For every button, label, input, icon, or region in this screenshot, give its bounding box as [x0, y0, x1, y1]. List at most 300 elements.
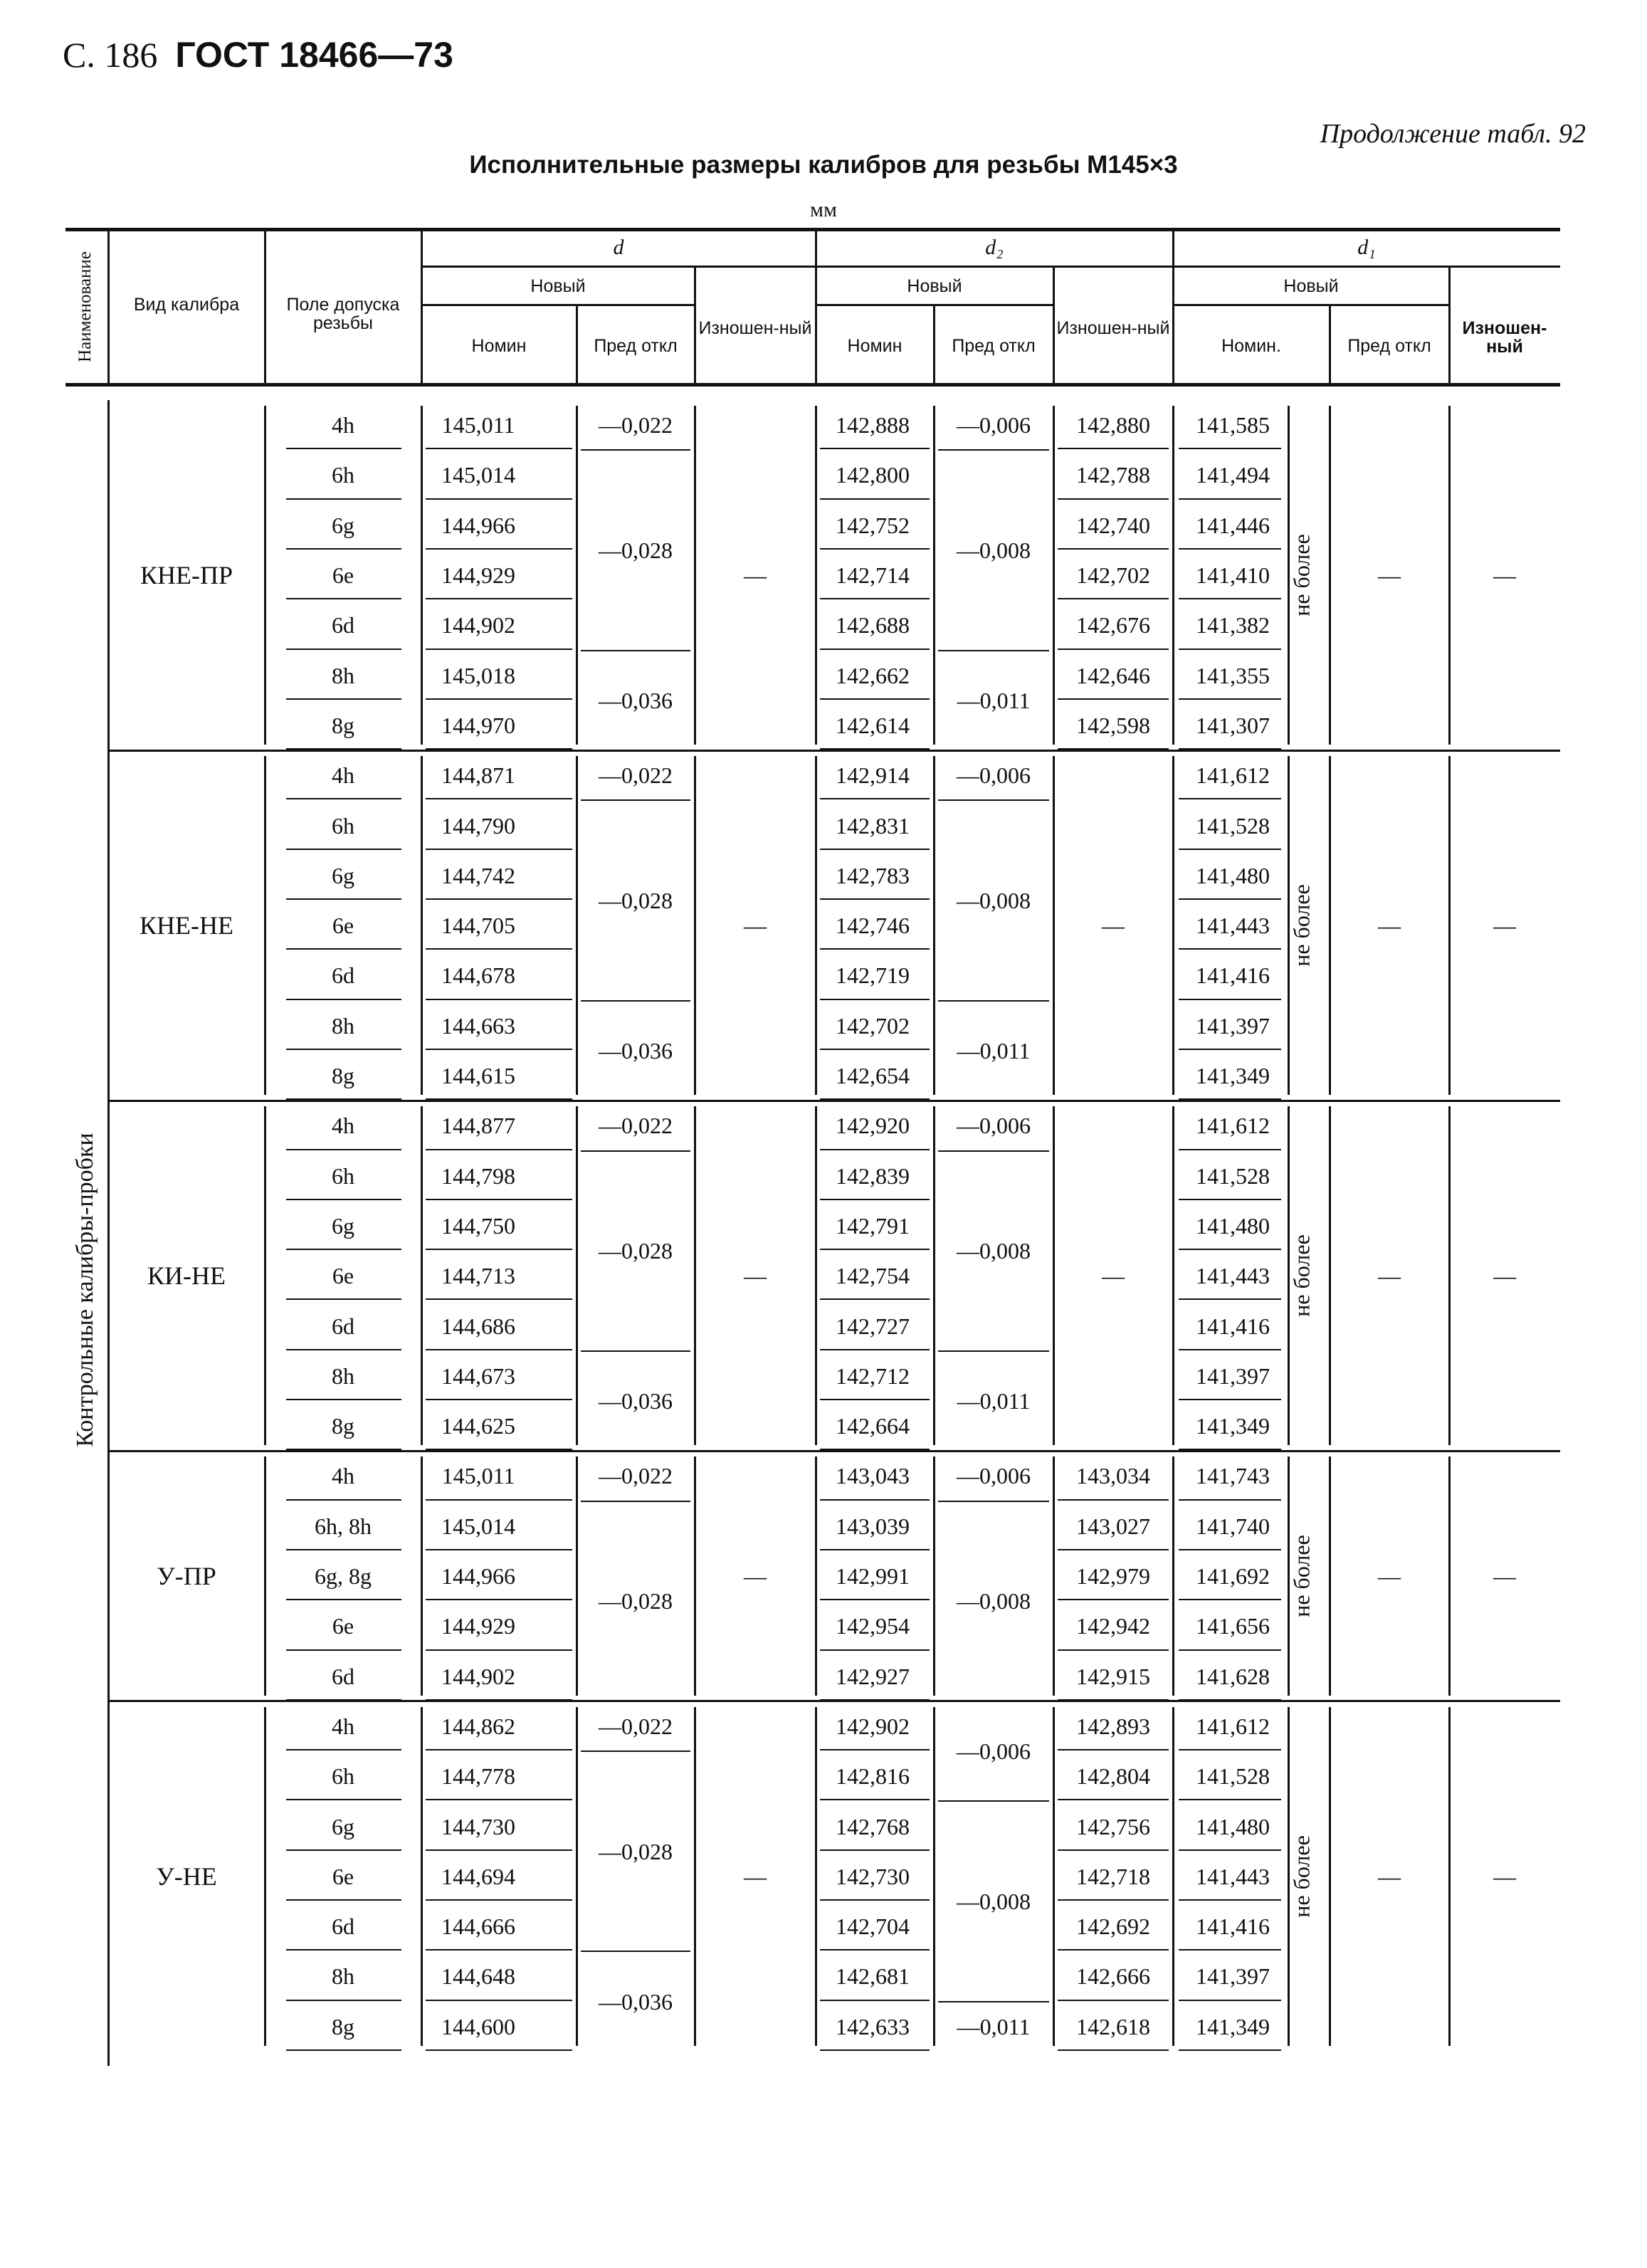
value-underline [820, 1249, 930, 1250]
worn-header: Изношен-ный [1056, 318, 1170, 338]
value-underline [286, 698, 401, 700]
header-column-line [1329, 305, 1331, 384]
cell-rule [938, 799, 1049, 801]
value-underline [286, 1949, 401, 1951]
value-underline [286, 598, 401, 599]
d-deviation-value: —0,036 [599, 1388, 673, 1414]
value-underline [1058, 1949, 1169, 1951]
column-line [933, 1456, 935, 1696]
tolerance-field: 8h [332, 662, 354, 688]
d2-deviation-value: —0,008 [957, 888, 1031, 913]
value-underline [286, 498, 401, 500]
d-nominal-value: 145,014 [441, 462, 515, 488]
value-underline [286, 649, 401, 650]
value-underline [1179, 898, 1281, 900]
column-line [264, 1707, 266, 2046]
tolerance-field: 6g [332, 1813, 354, 1839]
value-underline [820, 2000, 930, 2001]
d2-deviation-value: —0,006 [957, 1738, 1031, 1765]
d1-nominal-value: 141,656 [1196, 1613, 1270, 1639]
d1-nominal-value: 141,382 [1196, 612, 1270, 639]
value-underline [1179, 2049, 1281, 2051]
column-line [1329, 1456, 1331, 1696]
d-nominal-value: 144,730 [441, 1813, 515, 1839]
value-underline [286, 1649, 401, 1651]
header-column-line [1053, 266, 1055, 384]
value-underline [286, 548, 401, 550]
value-underline [820, 698, 930, 700]
d-nominal-value: 145,011 [441, 412, 515, 439]
value-underline [1179, 1899, 1281, 1901]
d2-worn-value: 142,756 [1076, 1813, 1150, 1839]
value-underline [426, 649, 572, 650]
value-underline [820, 1899, 930, 1901]
tolerance-field: 6h [332, 1162, 354, 1189]
value-underline [426, 798, 572, 799]
value-underline [1058, 548, 1169, 550]
cell-rule [581, 1150, 690, 1152]
tolerance-field: 4h [332, 412, 354, 439]
tolerance-field: 6h, 8h [315, 1513, 372, 1539]
value-underline [820, 1049, 930, 1050]
value-underline [1179, 1249, 1281, 1250]
value-underline [820, 1499, 930, 1501]
value-underline [426, 1049, 572, 1050]
value-underline [1179, 1499, 1281, 1501]
d1-nominal-value: 141,307 [1196, 712, 1270, 738]
d2-nominal-value: 142,752 [836, 512, 910, 538]
tolerance-field: 4h [332, 1113, 354, 1139]
d-nominal-value: 144,929 [441, 1613, 515, 1639]
value-underline [1179, 1849, 1281, 1851]
value-underline [1058, 498, 1169, 500]
nominal-header: Номин [847, 336, 903, 356]
d2-nominal-value: 142,991 [836, 1563, 910, 1590]
value-underline [1179, 748, 1281, 750]
d1-nominal-value: 141,349 [1196, 1063, 1270, 1089]
d2-worn-dash: — [1102, 1263, 1125, 1289]
d-deviation-value: —0,028 [599, 888, 673, 913]
d2-nominal-value: 142,662 [836, 662, 910, 688]
d-nominal-value: 144,666 [441, 1913, 515, 1940]
d2-nominal-value: 142,688 [836, 612, 910, 639]
value-underline [1058, 1649, 1169, 1651]
cell-rule [581, 1750, 690, 1752]
column-line [576, 1106, 578, 1445]
d2-nominal-value: 142,768 [836, 1813, 910, 1839]
column-line [1329, 756, 1331, 1095]
column-line [421, 1707, 423, 2046]
value-underline [1179, 1449, 1281, 1450]
value-underline [1058, 1549, 1169, 1550]
d-deviation-value: —0,022 [599, 762, 673, 789]
d2-nominal-value: 142,902 [836, 1713, 910, 1739]
column-line [1053, 756, 1055, 1095]
deviation-header: Пред откл [952, 336, 1036, 356]
d2-worn-value: 142,942 [1076, 1613, 1150, 1639]
d1-nominal-value: 141,740 [1196, 1513, 1270, 1539]
column-line [1172, 406, 1174, 745]
d-worn-dash: — [744, 562, 767, 589]
d2-deviation-value: —0,008 [957, 1238, 1031, 1264]
d-nominal-value: 144,862 [441, 1713, 515, 1739]
column-line [815, 1106, 817, 1445]
table-top-rule [65, 228, 1560, 231]
column-line [264, 756, 266, 1095]
d-nominal-value: 145,018 [441, 662, 515, 688]
d-nominal-value: 145,014 [441, 1513, 515, 1539]
d1-deviation-dash: — [1378, 913, 1401, 939]
d1-nominal-value: 141,528 [1196, 1763, 1270, 1790]
column-line [694, 406, 696, 745]
d-nominal-value: 144,970 [441, 712, 515, 738]
d-nominal-value: 144,966 [441, 512, 515, 538]
d2-nominal-value: 142,702 [836, 1012, 910, 1039]
d1-nominal-value: 141,528 [1196, 1162, 1270, 1189]
value-underline [286, 1449, 401, 1450]
column-line [815, 1707, 817, 2046]
not-more-note: не более [1288, 534, 1315, 616]
d2-worn-dash: — [1102, 913, 1125, 939]
d-nominal-value: 144,877 [441, 1113, 515, 1139]
value-underline [820, 948, 930, 950]
value-underline [1179, 1349, 1281, 1350]
value-underline [426, 1949, 572, 1951]
value-underline [426, 898, 572, 900]
gauge-type-label: У-НЕ [156, 1862, 217, 1891]
value-underline [426, 1549, 572, 1550]
column-line [694, 1456, 696, 1696]
value-underline [426, 748, 572, 750]
value-underline [286, 1049, 401, 1050]
d2-nominal-value: 142,633 [836, 2013, 910, 2039]
value-underline [286, 1149, 401, 1150]
column-line [1448, 1707, 1451, 2046]
value-underline [426, 1799, 572, 1800]
column-line [576, 756, 578, 1095]
column-line [933, 406, 935, 745]
cell-rule [938, 1150, 1049, 1152]
value-underline [820, 498, 930, 500]
value-underline [286, 948, 401, 950]
cell-rule [938, 1501, 1049, 1502]
value-underline [1179, 448, 1281, 449]
d2-deviation-value: —0,011 [957, 2013, 1031, 2039]
column-line [694, 1106, 696, 1445]
unit-label: мм [810, 198, 837, 221]
d-nominal-value: 144,790 [441, 812, 515, 839]
standard-number: ГОСТ 18466—73 [175, 35, 453, 75]
value-underline [286, 1799, 401, 1800]
d-deviation-value: —0,028 [599, 1238, 673, 1264]
value-underline [426, 498, 572, 500]
value-underline [820, 1349, 930, 1350]
d2-nominal-value: 142,791 [836, 1212, 910, 1239]
value-underline [820, 548, 930, 550]
d1-nominal-value: 141,397 [1196, 1012, 1270, 1039]
value-underline [426, 849, 572, 850]
cell-rule [581, 799, 690, 801]
column-line [1448, 1456, 1451, 1696]
column-line [107, 400, 110, 2066]
not-more-note: не более [1288, 1535, 1315, 1617]
d2-nominal-value: 142,914 [836, 762, 910, 789]
d-nominal-value: 144,929 [441, 562, 515, 589]
column-line [1329, 1707, 1331, 2046]
value-underline [286, 1399, 401, 1400]
d1-worn-dash: — [1493, 1863, 1516, 1889]
tolerance-field: 6g, 8g [315, 1563, 372, 1590]
value-underline [426, 1749, 572, 1750]
value-underline [1058, 698, 1169, 700]
value-underline [1058, 1699, 1169, 1701]
d-deviation-value: —0,028 [599, 1588, 673, 1615]
value-underline [820, 2049, 930, 2051]
new-header: Новый [530, 276, 586, 296]
tolerance-field: 6d [332, 1663, 354, 1689]
value-underline [1058, 448, 1169, 449]
value-underline [820, 1149, 930, 1150]
column-line [1172, 1456, 1174, 1696]
tolerance-field: 8g [332, 712, 354, 738]
d1-nominal-value: 141,410 [1196, 562, 1270, 589]
d2-nominal-value: 142,719 [836, 962, 910, 989]
value-underline [1058, 1499, 1169, 1501]
d2-nominal-value: 142,888 [836, 412, 910, 439]
value-underline [286, 1749, 401, 1750]
d-deviation-value: —0,028 [599, 1838, 673, 1864]
tolerance-field: 6d [332, 612, 354, 639]
d2-nominal-value: 142,816 [836, 1763, 910, 1790]
d2-deviation-value: —0,006 [957, 1113, 1031, 1139]
tolerance-field: 6d [332, 1313, 354, 1339]
value-underline [1179, 2000, 1281, 2001]
column-line [694, 1707, 696, 2046]
column-line [815, 756, 817, 1095]
tolerance-field: 6e [332, 913, 354, 939]
d2-deviation-value: —0,008 [957, 1588, 1031, 1615]
d-nominal-value: 144,871 [441, 762, 515, 789]
d-nominal-value: 144,705 [441, 913, 515, 939]
value-underline [286, 898, 401, 900]
tolerance-field: 6h [332, 812, 354, 839]
value-underline [286, 999, 401, 1000]
d2-nominal-value: 142,664 [836, 1413, 910, 1439]
d1-nominal-value: 141,612 [1196, 762, 1270, 789]
value-underline [426, 2049, 572, 2051]
cell-rule [938, 650, 1049, 651]
d2-nominal-value: 142,783 [836, 862, 910, 888]
tolerance-field: 8h [332, 1012, 354, 1039]
d2-nominal-value: 142,927 [836, 1663, 910, 1689]
value-underline [426, 948, 572, 950]
d2-nominal-value: 142,746 [836, 913, 910, 939]
value-underline [1058, 1849, 1169, 1851]
value-underline [426, 548, 572, 550]
d1-nominal-value: 141,528 [1196, 812, 1270, 839]
page-number: С. 186 [63, 35, 158, 75]
d1-worn-dash: — [1493, 913, 1516, 939]
d-deviation-value: —0,036 [599, 1037, 673, 1064]
continuation-note: Продолжение табл. 92 [1320, 119, 1586, 149]
value-underline [1179, 1699, 1281, 1701]
header-column-line [1448, 266, 1451, 384]
column-line [1172, 756, 1174, 1095]
tolerance-field: 6h [332, 1763, 354, 1790]
value-underline [426, 1098, 572, 1100]
header-rule [421, 266, 1560, 268]
d1-worn-dash: — [1493, 562, 1516, 589]
gauge-type-label: КИ-НЕ [147, 1261, 226, 1291]
not-more-note: не более [1288, 1835, 1315, 1918]
column-line [264, 406, 266, 745]
category-label: Контрольные калибры-пробки [72, 1133, 98, 1447]
value-underline [820, 898, 930, 900]
column-line [576, 1707, 578, 2046]
d-nominal-value: 144,625 [441, 1413, 515, 1439]
value-underline [820, 649, 930, 650]
d2-deviation-value: —0,008 [957, 1889, 1031, 1914]
value-underline [820, 748, 930, 750]
d2-worn-value: 142,646 [1076, 662, 1150, 688]
cell-rule [581, 650, 690, 651]
d2-worn-value: 143,034 [1076, 1463, 1150, 1489]
value-underline [1058, 1899, 1169, 1901]
header-column-line [1172, 229, 1174, 384]
tolerance-field: 4h [332, 762, 354, 789]
d1-nominal-value: 141,480 [1196, 1813, 1270, 1839]
column-name-header: Наименование [75, 251, 95, 362]
value-underline [820, 1699, 930, 1701]
column-line [1448, 756, 1451, 1095]
column-line [1448, 1106, 1451, 1445]
value-underline [286, 1249, 401, 1250]
d-nominal-value: 144,663 [441, 1012, 515, 1039]
tolerance-field: 4h [332, 1713, 354, 1739]
d1-nominal-value: 141,446 [1196, 512, 1270, 538]
value-underline [286, 1599, 401, 1600]
value-underline [426, 2000, 572, 2001]
d2-deviation-value: —0,011 [957, 1037, 1031, 1064]
value-underline [820, 1399, 930, 1400]
d-nominal-value: 144,798 [441, 1162, 515, 1189]
value-underline [1058, 1749, 1169, 1750]
d1-nominal-value: 141,397 [1196, 1363, 1270, 1389]
header-rule [1173, 304, 1449, 306]
d1-nominal-value: 141,355 [1196, 662, 1270, 688]
header-column-line [264, 229, 266, 384]
d2-worn-value: 142,718 [1076, 1863, 1150, 1889]
tolerance-field: 6h [332, 462, 354, 488]
value-underline [820, 1849, 930, 1851]
d-nominal-value: 144,615 [441, 1063, 515, 1089]
tolerance-field: 8h [332, 1963, 354, 1990]
value-underline [286, 849, 401, 850]
tolerance-field: 4h [332, 1463, 354, 1489]
column-line [1053, 1707, 1055, 2046]
d-nominal-value: 144,600 [441, 2013, 515, 2039]
value-underline [820, 798, 930, 799]
value-underline [286, 1349, 401, 1350]
header-column-line [576, 305, 578, 384]
cell-rule [581, 1501, 690, 1502]
d2-worn-value: 142,740 [1076, 512, 1150, 538]
value-underline [426, 1599, 572, 1600]
value-underline [286, 1199, 401, 1200]
tolerance-field: 8g [332, 1413, 354, 1439]
tolerance-field: 8g [332, 2013, 354, 2039]
column-line [815, 406, 817, 745]
value-underline [426, 698, 572, 700]
cell-rule [938, 1350, 1049, 1352]
cell-rule [938, 1800, 1049, 1802]
value-underline [820, 849, 930, 850]
value-underline [820, 1599, 930, 1600]
column-line [1172, 1106, 1174, 1445]
d-nominal-value: 144,966 [441, 1563, 515, 1590]
worn-header: Изношен-ный [1462, 318, 1547, 357]
d1-nominal-value: 141,397 [1196, 1963, 1270, 1990]
d2-worn-value: 143,027 [1076, 1513, 1150, 1539]
d-deviation-value: —0,022 [599, 1113, 673, 1139]
tolerance-field: 6e [332, 1613, 354, 1639]
d-deviation-value: —0,036 [599, 1988, 673, 2015]
table-title: Исполнительные размеры калибров для резьбы M145×3 [469, 151, 1178, 179]
cell-rule [938, 449, 1049, 451]
d2-deviation-value: —0,011 [957, 687, 1031, 713]
d2-nominal-value: 142,654 [836, 1063, 910, 1089]
d1-nominal-value: 141,628 [1196, 1663, 1270, 1689]
d2-worn-value: 142,598 [1076, 712, 1150, 738]
value-underline [426, 1399, 572, 1400]
gauge-type-label: КНЕ-НЕ [140, 911, 233, 940]
column-line [694, 756, 696, 1095]
value-underline [286, 1699, 401, 1701]
d1-nominal-value: 141,612 [1196, 1113, 1270, 1139]
d-deviation-value: —0,022 [599, 1713, 673, 1739]
d-nominal-value: 144,678 [441, 962, 515, 989]
d-nominal-value: 144,648 [441, 1963, 515, 1990]
value-underline [820, 1649, 930, 1651]
value-underline [1179, 1149, 1281, 1150]
new-header: Новый [1283, 276, 1339, 296]
value-underline [820, 598, 930, 599]
header-column-line [694, 266, 696, 384]
d1-nominal-value: 141,443 [1196, 913, 1270, 939]
d-worn-dash: — [744, 913, 767, 939]
d2-nominal-value: 142,831 [836, 812, 910, 839]
value-underline [1179, 649, 1281, 650]
d-nominal-value: 144,694 [441, 1863, 515, 1889]
value-underline [286, 1298, 401, 1300]
value-underline [1058, 2049, 1169, 2051]
value-underline [426, 1849, 572, 1851]
value-underline [286, 1849, 401, 1851]
d-nominal-value: 144,778 [441, 1763, 515, 1790]
column-d2-header: d₂ [985, 236, 1004, 259]
d2-worn-value: 142,979 [1076, 1563, 1150, 1590]
d2-nominal-value: 142,727 [836, 1313, 910, 1339]
value-underline [1179, 948, 1281, 950]
tolerance-field: 6g [332, 512, 354, 538]
d-nominal-value: 144,686 [441, 1313, 515, 1339]
column-line [576, 406, 578, 745]
cell-rule [938, 1000, 1049, 1002]
column-d1-header: d₁ [1357, 236, 1376, 259]
value-underline [286, 1899, 401, 1901]
value-underline [1179, 498, 1281, 500]
d1-nominal-value: 141,416 [1196, 962, 1270, 989]
